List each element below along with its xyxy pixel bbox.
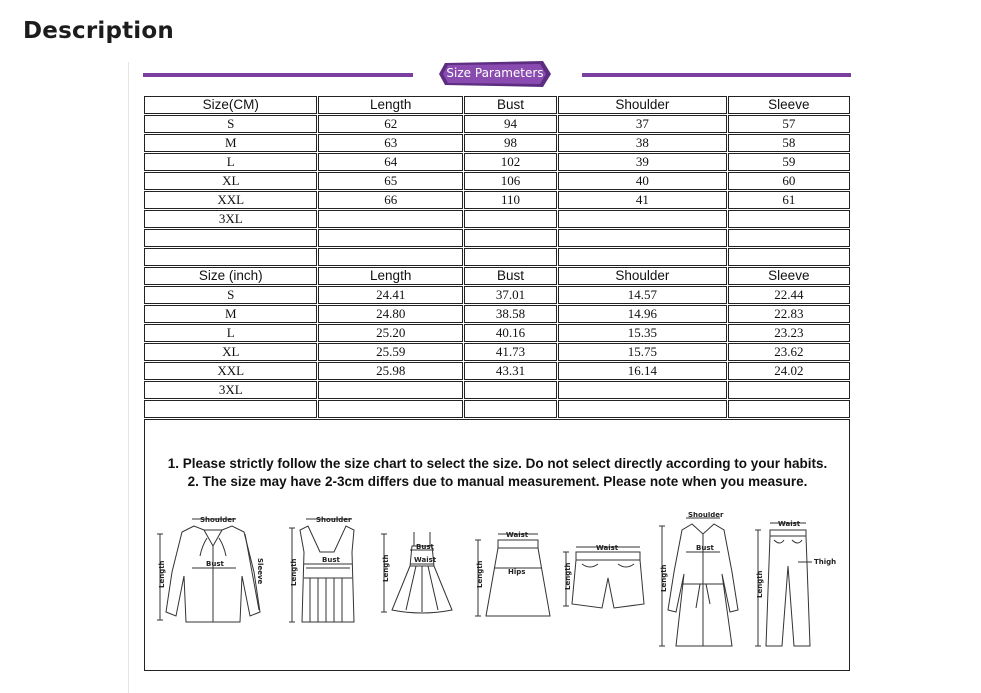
table-cell: 66	[318, 191, 462, 209]
table-cell: 15.75	[558, 343, 726, 361]
table-cell	[144, 248, 317, 266]
diagram-label: Bust	[696, 544, 714, 552]
table-cell	[558, 210, 726, 228]
table-row	[144, 172, 850, 190]
table-cell: XL	[144, 172, 317, 190]
column-header: Bust	[464, 267, 557, 285]
table-cell: 14.96	[558, 305, 726, 323]
table-cell	[558, 400, 726, 418]
table-row	[144, 324, 850, 342]
content-divider	[128, 62, 129, 693]
diagram-label: Thigh	[814, 558, 837, 566]
table-cell	[464, 381, 557, 399]
table-cell: 64	[318, 153, 462, 171]
table-cell	[728, 248, 850, 266]
table-cell	[144, 400, 317, 418]
shorts-diagram-icon	[558, 512, 648, 634]
table-row	[144, 115, 850, 133]
inch-table-header	[144, 267, 850, 285]
table-cell: 106	[464, 172, 557, 190]
table-cell	[728, 400, 850, 418]
table-cell: 24.80	[318, 305, 462, 323]
table-cell: 40.16	[464, 324, 557, 342]
table-row	[144, 134, 850, 152]
table-cell: 41	[558, 191, 726, 209]
size-parameters-banner	[439, 61, 551, 87]
table-row	[144, 362, 850, 380]
table-cell: 23.23	[728, 324, 850, 342]
table-cell: 61	[728, 191, 850, 209]
table-row	[144, 229, 850, 247]
table-cell	[464, 229, 557, 247]
vest-top-diagram-icon	[280, 512, 370, 634]
diagram-label: Shoulder	[200, 516, 236, 524]
table-cell	[558, 248, 726, 266]
column-header: Size(CM)	[144, 96, 317, 114]
table-cell: 43.31	[464, 362, 557, 380]
table-cell: 38.58	[464, 305, 557, 323]
table-row	[144, 343, 850, 361]
column-header: Length	[318, 96, 462, 114]
table-cell: 41.73	[464, 343, 557, 361]
table-row	[144, 248, 850, 266]
diagram-label: Length	[476, 560, 484, 588]
banner-line-left	[143, 73, 413, 77]
table-cell	[558, 229, 726, 247]
diagram-label: Bust	[322, 556, 340, 564]
banner-label: Size Parameters	[446, 66, 544, 80]
table-row	[144, 153, 850, 171]
table-cell: 23.62	[728, 343, 850, 361]
table-cell	[464, 210, 557, 228]
table-cell: 25.20	[318, 324, 462, 342]
table-row	[144, 305, 850, 323]
diagram-label: Hips	[508, 568, 526, 576]
table-cell: 25.59	[318, 343, 462, 361]
table-cell: 63	[318, 134, 462, 152]
table-cell	[144, 229, 317, 247]
table-cell: 22.44	[728, 286, 850, 304]
cm-table-header	[144, 96, 850, 114]
diagram-label: Bust	[206, 560, 224, 568]
column-header: Sleeve	[728, 96, 850, 114]
column-header: Length	[318, 267, 462, 285]
table-cell: 40	[558, 172, 726, 190]
column-header: Shoulder	[558, 96, 726, 114]
table-cell: XXL	[144, 191, 317, 209]
diagram-label: Waist	[414, 556, 437, 564]
table-cell	[318, 248, 462, 266]
table-cell: 60	[728, 172, 850, 190]
coat-diagram-icon	[652, 512, 752, 652]
table-cell	[728, 229, 850, 247]
diagram-label: Shoulder	[688, 512, 724, 519]
table-cell: 22.83	[728, 305, 850, 323]
blouse-diagram-icon	[152, 512, 272, 634]
table-cell: XL	[144, 343, 317, 361]
table-cell: 15.35	[558, 324, 726, 342]
column-header: Size (inch)	[144, 267, 317, 285]
table-cell: 59	[728, 153, 850, 171]
table-row	[144, 400, 850, 418]
diagram-label: Length	[290, 558, 298, 586]
trousers-diagram-icon	[748, 512, 843, 652]
table-cell: 39	[558, 153, 726, 171]
page-title: Description	[23, 18, 174, 44]
table-cell: 3XL	[144, 381, 317, 399]
column-header: Shoulder	[558, 267, 726, 285]
diagram-label: Shoulder	[316, 516, 352, 524]
note-line-2: 2. The size may have 2-3cm differs due to manual measurement. Please note when you measure.	[187, 474, 808, 489]
size-notes	[155, 455, 840, 490]
table-cell: 98	[464, 134, 557, 152]
skirt-diagram-icon	[466, 512, 556, 634]
banner-line-right	[582, 73, 851, 77]
table-cell: 38	[558, 134, 726, 152]
diagram-label: Length	[564, 562, 572, 590]
diagram-label: Bust	[416, 543, 434, 551]
table-cell: 102	[464, 153, 557, 171]
table-cell: 14.57	[558, 286, 726, 304]
diagram-label: Sleeve	[256, 558, 264, 585]
table-cell: S	[144, 286, 317, 304]
table-cell: 37	[558, 115, 726, 133]
table-cell: S	[144, 115, 317, 133]
table-cell	[558, 381, 726, 399]
table-cell: 24.02	[728, 362, 850, 380]
measurement-diagrams	[150, 512, 845, 652]
diagram-label: Length	[158, 560, 166, 588]
table-cell	[728, 210, 850, 228]
diagram-label: Waist	[778, 520, 801, 528]
dress-diagram-icon	[376, 512, 466, 634]
diagram-label: Length	[756, 570, 764, 598]
table-cell: 57	[728, 115, 850, 133]
table-cell	[464, 248, 557, 266]
table-cell: 110	[464, 191, 557, 209]
table-row	[144, 286, 850, 304]
table-cell: L	[144, 153, 317, 171]
table-cell: 58	[728, 134, 850, 152]
table-cell	[318, 400, 462, 418]
table-cell	[318, 229, 462, 247]
table-row	[144, 210, 850, 228]
table-cell: M	[144, 305, 317, 323]
note-line-1: 1. Please strictly follow the size chart to select the size. Do not select directly according to your habits.	[167, 456, 828, 471]
table-cell	[728, 381, 850, 399]
table-cell	[318, 210, 462, 228]
table-cell: XXL	[144, 362, 317, 380]
table-cell: 94	[464, 115, 557, 133]
table-cell: 62	[318, 115, 462, 133]
table-cell	[318, 381, 462, 399]
diagram-label: Length	[660, 564, 668, 592]
table-cell: 24.41	[318, 286, 462, 304]
diagram-label: Waist	[506, 531, 529, 539]
table-cell: L	[144, 324, 317, 342]
table-row	[144, 381, 850, 399]
diagram-label: Waist	[596, 544, 619, 552]
table-row	[144, 191, 850, 209]
column-header: Bust	[464, 96, 557, 114]
table-cell	[464, 400, 557, 418]
table-cell: 25.98	[318, 362, 462, 380]
table-cell: 3XL	[144, 210, 317, 228]
table-cell: 16.14	[558, 362, 726, 380]
column-header: Sleeve	[728, 267, 850, 285]
table-cell: 65	[318, 172, 462, 190]
diagram-label: Length	[382, 554, 390, 582]
table-cell: 37.01	[464, 286, 557, 304]
table-cell: M	[144, 134, 317, 152]
